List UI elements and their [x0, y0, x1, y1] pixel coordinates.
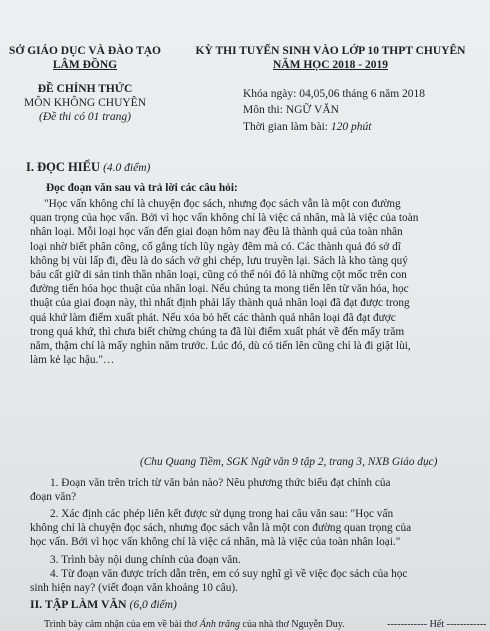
page-note: (Đề thi có 01 trang) [39, 111, 131, 123]
section-1-heading: I. ĐỌC HIỂU (4.0 điểm) [26, 160, 151, 174]
reading-instruction: Đọc đoạn văn sau và trả lời các câu hỏi: [46, 182, 238, 194]
exam-title: KỲ THI TUYỂN SINH VÀO LỚP 10 THPT CHUYÊN [195, 45, 466, 57]
passage-line: nhân loại. Mỗi loại học vấn đến giai đoạn hôm nay đều là thành quả của toàn nhân [30, 226, 403, 239]
department-province: LÂM ĐỒNG [52, 59, 118, 71]
school-year: NĂM HỌC 2018 - 2019 [273, 59, 388, 71]
exam-date: Khóa ngày: 04,05,06 tháng 6 năm 2018 [243, 88, 426, 100]
end-marker: ------------ Hết ------------ [387, 619, 487, 630]
exam-duration: Thời gian làm bài: 120 phút [243, 121, 372, 133]
passage-line: làm kẻ lạc hậu."… [30, 354, 115, 367]
passage-line: trong quá khứ, thì chưa biết chừng chúng ta đã lùi điểm xuất phát về đến mấy trăm [30, 325, 405, 338]
question-3: 3. Trình bày nội dung chính của đoạn văn. [50, 554, 241, 566]
passage-citation: (Chu Quang Tiềm, SGK Ngữ văn 9 tập 2, trang 3, NXB Giáo dục) [140, 456, 438, 468]
section-2-heading: II. TẬP LÀM VĂN (6,0 điểm) [30, 597, 177, 611]
subject-type: MÔN KHÔNG CHUYÊN [23, 97, 147, 109]
passage-line: đường tiến hóa học thuật của nhân loại. Nếu chúng ta mong tiến lên từ văn hóa, học [30, 283, 409, 296]
passage-line: quan trọng của học vấn. Bởi vì học vấn không chỉ là việc cá nhân, mà là việc của toàn [30, 212, 419, 225]
section-2-prompt: Trình bày cảm nhận của em về bài thơ Ánh trăng của nhà thơ Nguyễn Duy. ------------ Hết ------------ [44, 619, 487, 630]
passage-line: "Học vấn không chỉ là chuyện đọc sách, nhưng đọc sách vẫn là một con đường [44, 198, 401, 210]
header-left [0, 44, 170, 124]
department-name: SỞ GIÁO DỤC VÀ ĐÀO TẠO [9, 45, 161, 57]
official-label: ĐỀ CHÍNH THỨC [37, 83, 133, 95]
exam-subject: Môn thi: NGỮ VĂN [243, 104, 339, 116]
passage-line: loại nhờ biết phân công, cố gắng tích lũy ngày đêm mà có. Các thành quả đó sở dĩ [30, 240, 401, 253]
question-4: 4. Từ đoạn văn được trích dẫn trên, em có suy nghĩ gì về việc đọc sách của học sinh hiện nay? (viết đoạn văn khoảng 10 câu). [30, 568, 408, 595]
passage-line: thuật của giai đoạn này, thì nhất định phải lấy thành quả nhân loại đã đạt được trong [30, 297, 410, 310]
passage-line: năm, thậm chí là mấy nghìn năm trước. Lúc đó, dù có tiến lên cũng chỉ là đi giật lùi, [30, 340, 411, 353]
passage-line: báu cất giữ di sản tinh thần nhân loại, cũng có thể nói đó là những cột mốc trên con [30, 269, 407, 282]
header-right [178, 44, 483, 72]
question-1: 1. Đoạn văn trên trích từ văn bản nào? Nêu phương thức biểu đạt chính của đoạn văn? [30, 477, 391, 504]
question-2: 2. Xác định các phép liên kết được sử dụng trong hai câu văn sau: "Học vấn không chỉ là chuyện đọc sách, nhưng đọc sách vẫn là một con đường quan trọng của học vấn. Bởi vì học vấn không chỉ là việc cá nhân, mà là việc của toàn nhân loại." [30, 508, 412, 549]
passage-line: quá khứ làm điểm xuất phát. Nếu xóa bỏ hết các thành quả nhân loại đã đạt được [30, 311, 396, 324]
reading-passage [30, 197, 418, 367]
passage-line: không bị vùi lấp đi, đều là do sách vở ghi chép, lưu truyền lại. Sách là kho tàng quý [30, 254, 408, 267]
